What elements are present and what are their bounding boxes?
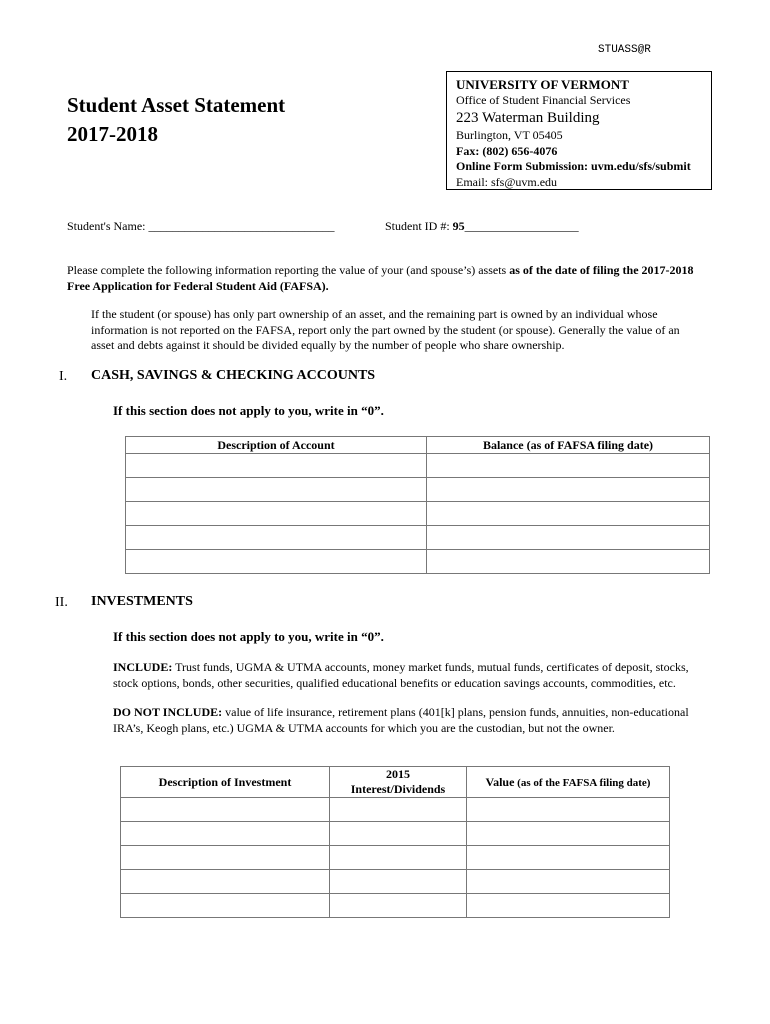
exclude-label: DO NOT INCLUDE: [113,705,223,719]
account-description-cell[interactable] [126,502,427,526]
account-description-cell[interactable] [126,478,427,502]
investment-interest-cell[interactable] [330,822,467,846]
student-id-label: Student ID #: [385,219,450,233]
section-2-heading: INVESTMENTS [91,594,193,609]
intro-paragraph: Please complete the following information reporting the value of your (and spouse’s) assets as of the date of filing the 2017-2018 Free Application for Federal Student Aid (FAFSA). [67,263,694,293]
office-city: Burlington, VT 05405 [456,128,563,142]
investments-col-value [467,767,670,798]
office-contact-box [446,71,712,190]
form-code: STUASS@R [598,44,651,56]
account-description-cell[interactable] [126,526,427,550]
table-row [126,526,710,550]
intro-bold: as of the date of filing the 2017-2018 Free Application for Federal Student Aid (FAFSA). [67,263,694,293]
investment-value-cell[interactable] [467,846,670,870]
student-id-prefix: 95 [452,219,465,233]
account-balance-cell[interactable] [427,478,710,502]
office-name: Office of Student Financial Services [456,92,631,107]
investment-value-cell[interactable] [467,822,670,846]
section-2-number: II. [55,595,68,610]
investment-interest-cell[interactable] [330,870,467,894]
investment-description-cell[interactable] [121,822,330,846]
account-description-cell[interactable] [126,550,427,574]
accounts-col-balance: Balance (as of FAFSA filing date) [427,437,710,454]
section-2-instruction: If this section does not apply to you, write in “0”. [113,629,384,644]
table-row [126,478,710,502]
interest-year: 2015 [386,767,410,781]
interest-label: Interest/Dividends [350,782,446,796]
account-balance-cell[interactable] [427,550,710,574]
investment-value-cell[interactable] [467,894,670,918]
account-balance-cell[interactable] [427,526,710,550]
exclude-text: DO NOT INCLUDE: value of life insurance, retirement plans (401[k] plans, pension funds, annuities, non-educational IRA’s, Keogh plans, etc.) UGMA & UTMA accounts for which you are the custodian, but not the owner. [113,705,689,735]
section-1-instruction: If this section does not apply to you, write in “0”. [113,403,384,418]
table-row [121,798,670,822]
student-id-field[interactable] [385,219,579,234]
student-name-label: Student's Name: [67,219,146,233]
award-year: 2017-2018 [67,122,158,146]
investments-table [120,766,670,918]
table-row [121,846,670,870]
student-id-blank[interactable]: ___________________ [464,219,579,233]
investment-interest-cell[interactable] [330,798,467,822]
table-row [126,550,710,574]
investment-interest-cell[interactable] [330,894,467,918]
account-balance-cell[interactable] [427,502,710,526]
partial-ownership-note: If the student (or spouse) has only part ownership of an asset, and the remaining part is owned by an individual whose information is not reported on the FAFSA, report only the part owned by the student (or spouse). Generally the value of an asset and debts against it should be divided equally by the number of people who share ownership. [91,307,680,352]
office-fax: Fax: (802) 656-4076 [456,143,558,158]
investment-interest-cell[interactable] [330,846,467,870]
accounts-table [125,436,710,574]
table-row [121,894,670,918]
account-balance-cell[interactable] [427,454,710,478]
value-qualifier: (as of the FAFSA filing date) [514,776,651,789]
accounts-col-description: Description of Account [126,437,427,454]
university-name: UNIVERSITY OF VERMONT [456,77,629,92]
student-name-field[interactable] [67,219,335,234]
student-name-blank[interactable]: _______________________________ [148,219,335,233]
include-label: INCLUDE: [113,660,173,674]
table-row [121,870,670,894]
office-email: Email: sfs@uvm.edu [456,174,558,189]
office-building: 223 Waterman Building [456,110,600,126]
investments-col-interest [330,767,467,798]
investments-col-description: Description of Investment [121,767,330,798]
include-text: INCLUDE: Trust funds, UGMA & UTMA accounts, money market funds, mutual funds, certificates of deposit, stocks, stock options, bonds, other securities, qualified educational benefits or education savings accounts, commodities, etc. [113,660,689,690]
investment-description-cell[interactable] [121,846,330,870]
value-label: Value [485,774,515,789]
investment-value-cell[interactable] [467,870,670,894]
investment-value-cell[interactable] [467,798,670,822]
account-description-cell[interactable] [126,454,427,478]
investment-description-cell[interactable] [121,870,330,894]
table-row [126,502,710,526]
page-title: Student Asset Statement [67,93,286,117]
table-row [121,822,670,846]
section-1-number: I. [59,369,68,384]
investment-description-cell[interactable] [121,798,330,822]
investment-description-cell[interactable] [121,894,330,918]
section-1-heading: CASH, SAVINGS & CHECKING ACCOUNTS [91,368,376,383]
online-submission: Online Form Submission: uvm.edu/sfs/submit [456,159,691,173]
table-row [126,454,710,478]
